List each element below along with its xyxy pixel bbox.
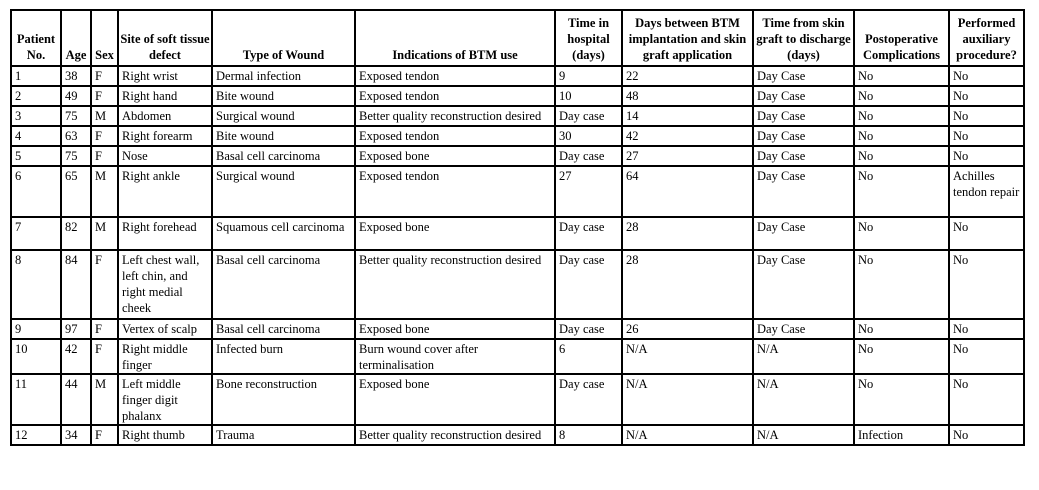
cell-site: Right middle finger xyxy=(118,339,212,374)
cell-patient-no: 6 xyxy=(11,166,61,217)
cell-age: 65 xyxy=(61,166,91,217)
cell-patient-no: 1 xyxy=(11,66,61,86)
cell-days-between: 42 xyxy=(622,126,753,146)
cell-complications: No xyxy=(854,86,949,106)
cell-days-between: N/A xyxy=(622,374,753,425)
cell-auxiliary: No xyxy=(949,250,1024,319)
cell-auxiliary: No xyxy=(949,146,1024,166)
cell-time-to-discharge: N/A xyxy=(753,339,854,374)
cell-auxiliary: No xyxy=(949,319,1024,339)
cell-complications: No xyxy=(854,126,949,146)
cell-site: Left middle finger digit phalanx xyxy=(118,374,212,425)
header-complications: Postoperative Complications xyxy=(854,10,949,66)
cell-patient-no: 3 xyxy=(11,106,61,126)
cell-sex: M xyxy=(91,217,118,250)
cell-site: Nose xyxy=(118,146,212,166)
cell-wound-type: Infected burn xyxy=(212,339,355,374)
table-row xyxy=(11,374,1024,425)
cell-sex: F xyxy=(91,86,118,106)
cell-patient-no: 4 xyxy=(11,126,61,146)
cell-auxiliary: No xyxy=(949,106,1024,126)
cell-patient-no: 5 xyxy=(11,146,61,166)
cell-indications: Exposed tendon xyxy=(355,66,555,86)
patient-table xyxy=(10,9,1025,446)
cell-site: Vertex of scalp xyxy=(118,319,212,339)
cell-time-in-hospital: Day case xyxy=(555,217,622,250)
cell-time-in-hospital: 30 xyxy=(555,126,622,146)
cell-wound-type: Squamous cell carcinoma xyxy=(212,217,355,250)
cell-site: Right thumb xyxy=(118,425,212,445)
cell-complications: No xyxy=(854,339,949,374)
cell-wound-type: Surgical wound xyxy=(212,106,355,126)
cell-complications: No xyxy=(854,146,949,166)
cell-time-in-hospital: Day case xyxy=(555,106,622,126)
cell-days-between: 14 xyxy=(622,106,753,126)
cell-wound-type: Bone reconstruction xyxy=(212,374,355,425)
cell-auxiliary: No xyxy=(949,126,1024,146)
table-row xyxy=(11,425,1024,445)
cell-auxiliary: Achilles tendon repair xyxy=(949,166,1024,217)
header-patient-no: Patient No. xyxy=(11,10,61,66)
cell-indications: Exposed bone xyxy=(355,374,555,425)
cell-sex: F xyxy=(91,250,118,319)
cell-patient-no: 12 xyxy=(11,425,61,445)
cell-time-in-hospital: Day case xyxy=(555,146,622,166)
cell-indications: Exposed bone xyxy=(355,319,555,339)
cell-wound-type: Dermal infection xyxy=(212,66,355,86)
cell-time-in-hospital: 8 xyxy=(555,425,622,445)
cell-time-to-discharge: Day Case xyxy=(753,166,854,217)
cell-sex: M xyxy=(91,106,118,126)
cell-time-to-discharge: N/A xyxy=(753,425,854,445)
cell-site: Right wrist xyxy=(118,66,212,86)
cell-complications: No xyxy=(854,374,949,425)
cell-age: 44 xyxy=(61,374,91,425)
cell-days-between: N/A xyxy=(622,425,753,445)
cell-time-in-hospital: 9 xyxy=(555,66,622,86)
header-auxiliary: Performed auxiliary procedure? xyxy=(949,10,1024,66)
cell-age: 49 xyxy=(61,86,91,106)
cell-site: Abdomen xyxy=(118,106,212,126)
cell-age: 75 xyxy=(61,106,91,126)
cell-wound-type: Basal cell carcinoma xyxy=(212,319,355,339)
cell-auxiliary: No xyxy=(949,374,1024,425)
cell-age: 34 xyxy=(61,425,91,445)
cell-site: Right hand xyxy=(118,86,212,106)
cell-site: Left chest wall, left chin, and right medial cheek xyxy=(118,250,212,319)
cell-indications: Better quality reconstruction desired xyxy=(355,106,555,126)
cell-sex: F xyxy=(91,146,118,166)
table-row xyxy=(11,319,1024,339)
cell-time-in-hospital: 27 xyxy=(555,166,622,217)
cell-age: 82 xyxy=(61,217,91,250)
cell-auxiliary: No xyxy=(949,339,1024,374)
cell-time-in-hospital: 6 xyxy=(555,339,622,374)
header-time-in-hospital: Time in hospital (days) xyxy=(555,10,622,66)
cell-indications: Better quality reconstruction desired xyxy=(355,250,555,319)
header-site: Site of soft tissue defect xyxy=(118,10,212,66)
cell-complications: No xyxy=(854,319,949,339)
cell-indications: Better quality reconstruction desired xyxy=(355,425,555,445)
cell-wound-type: Bite wound xyxy=(212,86,355,106)
cell-time-in-hospital: Day case xyxy=(555,374,622,425)
cell-time-to-discharge: N/A xyxy=(753,374,854,425)
cell-age: 42 xyxy=(61,339,91,374)
cell-time-to-discharge: Day Case xyxy=(753,126,854,146)
cell-age: 75 xyxy=(61,146,91,166)
table-row xyxy=(11,217,1024,250)
table-row xyxy=(11,126,1024,146)
cell-wound-type: Basal cell carcinoma xyxy=(212,250,355,319)
cell-indications: Exposed bone xyxy=(355,146,555,166)
table-row xyxy=(11,166,1024,217)
cell-days-between: 48 xyxy=(622,86,753,106)
cell-auxiliary: No xyxy=(949,86,1024,106)
cell-wound-type: Basal cell carcinoma xyxy=(212,146,355,166)
table-row xyxy=(11,250,1024,319)
cell-auxiliary: No xyxy=(949,217,1024,250)
cell-patient-no: 11 xyxy=(11,374,61,425)
cell-wound-type: Surgical wound xyxy=(212,166,355,217)
cell-days-between: 22 xyxy=(622,66,753,86)
cell-complications: No xyxy=(854,217,949,250)
cell-days-between: 27 xyxy=(622,146,753,166)
cell-wound-type: Bite wound xyxy=(212,126,355,146)
cell-time-to-discharge: Day Case xyxy=(753,319,854,339)
cell-age: 38 xyxy=(61,66,91,86)
cell-age: 84 xyxy=(61,250,91,319)
header-age: Age xyxy=(61,10,91,66)
cell-auxiliary: No xyxy=(949,425,1024,445)
cell-complications: No xyxy=(854,66,949,86)
cell-sex: M xyxy=(91,166,118,217)
cell-time-to-discharge: Day Case xyxy=(753,217,854,250)
table-row xyxy=(11,339,1024,374)
cell-days-between: 64 xyxy=(622,166,753,217)
table-row xyxy=(11,66,1024,86)
cell-time-to-discharge: Day Case xyxy=(753,250,854,319)
cell-time-in-hospital: 10 xyxy=(555,86,622,106)
header-sex: Sex xyxy=(91,10,118,66)
cell-patient-no: 7 xyxy=(11,217,61,250)
header-indications: Indications of BTM use xyxy=(355,10,555,66)
cell-days-between: 28 xyxy=(622,250,753,319)
cell-time-to-discharge: Day Case xyxy=(753,146,854,166)
cell-complications: No xyxy=(854,250,949,319)
cell-time-in-hospital: Day case xyxy=(555,250,622,319)
cell-patient-no: 2 xyxy=(11,86,61,106)
cell-indications: Exposed tendon xyxy=(355,166,555,217)
cell-complications: No xyxy=(854,166,949,217)
cell-patient-no: 9 xyxy=(11,319,61,339)
cell-indications: Exposed bone xyxy=(355,217,555,250)
cell-days-between: 26 xyxy=(622,319,753,339)
cell-time-in-hospital: Day case xyxy=(555,319,622,339)
table-row xyxy=(11,106,1024,126)
cell-complications: No xyxy=(854,106,949,126)
header-wound-type: Type of Wound xyxy=(212,10,355,66)
cell-days-between: N/A xyxy=(622,339,753,374)
cell-site: Right ankle xyxy=(118,166,212,217)
cell-age: 97 xyxy=(61,319,91,339)
cell-sex: F xyxy=(91,126,118,146)
cell-wound-type: Trauma xyxy=(212,425,355,445)
cell-age: 63 xyxy=(61,126,91,146)
cell-indications: Exposed tendon xyxy=(355,86,555,106)
cell-time-to-discharge: Day Case xyxy=(753,106,854,126)
cell-sex: M xyxy=(91,374,118,425)
table-row xyxy=(11,86,1024,106)
cell-days-between: 28 xyxy=(622,217,753,250)
header-time-to-discharge: Time from skin graft to discharge (days) xyxy=(753,10,854,66)
table-row xyxy=(11,146,1024,166)
cell-patient-no: 10 xyxy=(11,339,61,374)
cell-time-to-discharge: Day Case xyxy=(753,86,854,106)
cell-time-to-discharge: Day Case xyxy=(753,66,854,86)
cell-site: Right forehead xyxy=(118,217,212,250)
cell-patient-no: 8 xyxy=(11,250,61,319)
cell-sex: F xyxy=(91,425,118,445)
header-row xyxy=(11,10,1024,66)
cell-indications: Burn wound cover after terminalisation xyxy=(355,339,555,374)
cell-sex: F xyxy=(91,339,118,374)
cell-sex: F xyxy=(91,66,118,86)
cell-complications: Infection xyxy=(854,425,949,445)
cell-indications: Exposed tendon xyxy=(355,126,555,146)
header-days-between: Days between BTM implantation and skin graft application xyxy=(622,10,753,66)
cell-auxiliary: No xyxy=(949,66,1024,86)
cell-site: Right forearm xyxy=(118,126,212,146)
cell-sex: F xyxy=(91,319,118,339)
